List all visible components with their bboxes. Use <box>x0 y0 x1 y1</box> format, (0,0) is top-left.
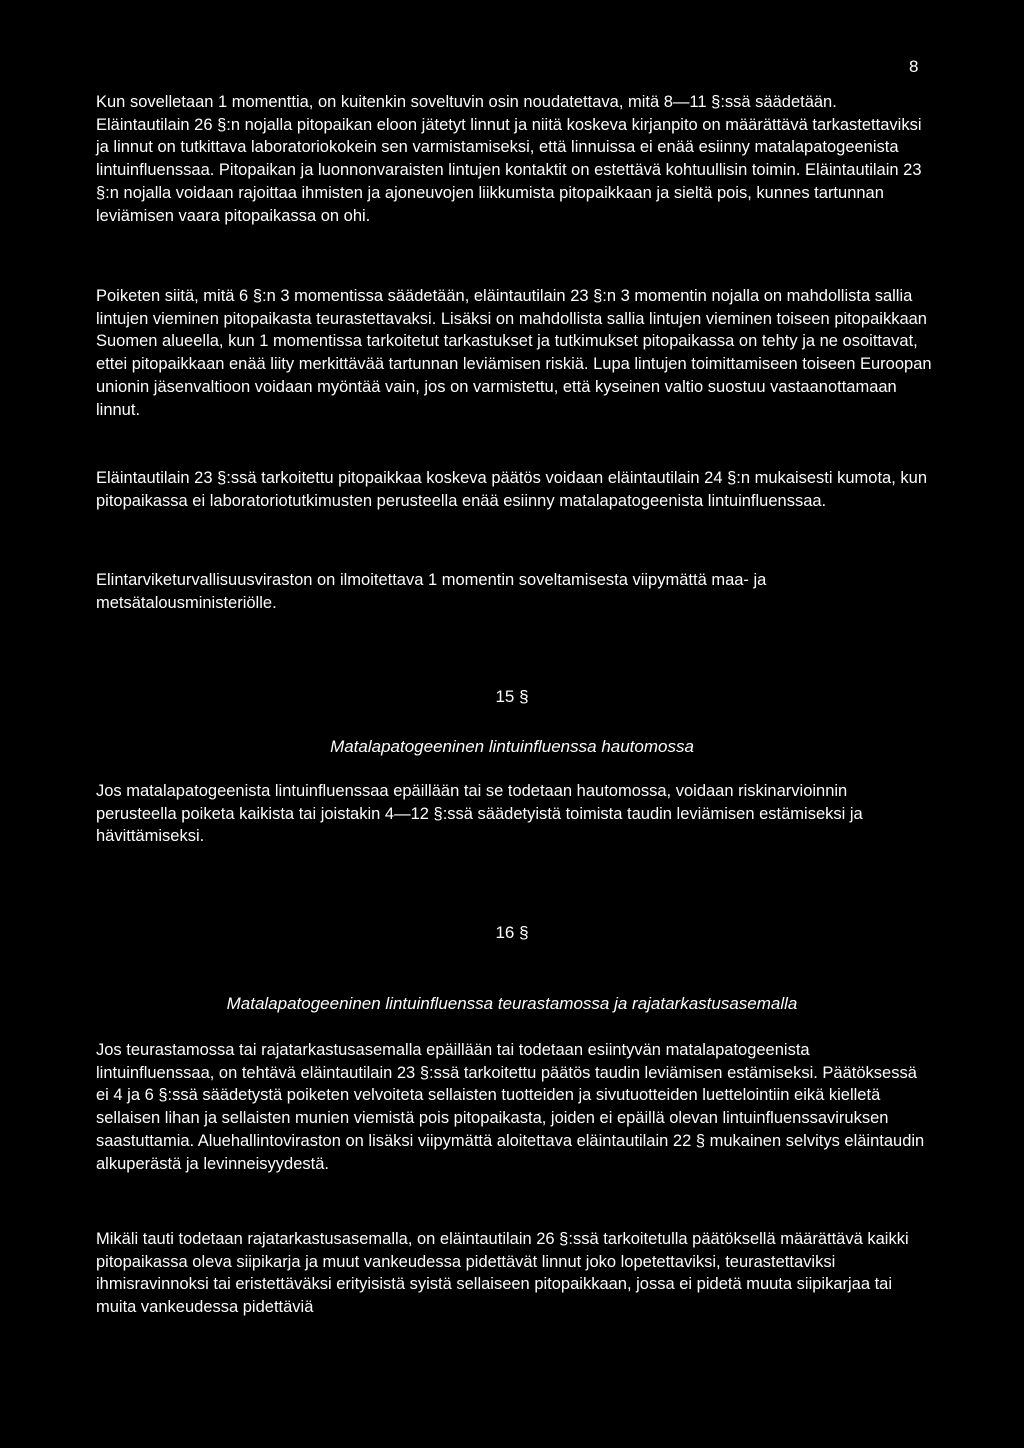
paragraph-4 <box>96 569 932 614</box>
paragraph-3 <box>96 467 932 512</box>
paragraph-4-text: Elintarviketurvallisuusviraston on ilmoitettava 1 momentin soveltamisesta viipymättä maa- ja metsätalousministeriölle. <box>96 571 767 612</box>
paragraph-2-text: Poiketen siitä, mitä 6 §:n 3 momentissa säädetään, eläintautilain 23 §:n 3 momentin nojalla on mahdollista sallia lintujen vieminen pitopaikasta teurastettavaksi. Lisäksi on mahdollista sallia lintujen vieminen toiseen pitopaikkaan Suomen alueella, kun 1 momentissa tarkoitetut tarkastukset ja tutkimukset pitopaikassa on tehty ja ne osoittavat, ettei pitopaikkaan enää liity merkittävää tartunnan leviämisen riskiä. Lupa lintujen toimittamiseen toiseen Euroopan unionin jäsenvaltioon voidaan myöntää vain, jos on varmistettu, että kyseinen valtio suostuu vastaanottamaan linnut. <box>96 287 932 419</box>
paragraph-3-text: Eläintautilain 23 §:ssä tarkoitettu pitopaikkaa koskeva päätös voidaan eläintautilain 24 §:n mukaisesti kumota, kun pitopaikassa ei laboratoriotutkimusten perusteella enää esiinny matalapatogeenista lintuinfluenssaa. <box>96 469 928 510</box>
paragraph-5 <box>96 780 932 848</box>
section-15-title: Matalapatogeeninen lintuinfluenssa hautomossa <box>330 737 694 756</box>
paragraph-1-text: Kun sovelletaan 1 momenttia, on kuitenkin soveltuvin osin noudatettava, mitä 8—11 §:ssä säädetään. Eläintautilain 26 §:n nojalla pitopaikan eloon jätetyt linnut ja niitä koskeva kirjanpito on määrättävä tarkastettaviksi ja linnut on tutkittava laboratoriokokein sen varmistamiseksi, että linnuissa ei enää esiinny matalapatogeenista lintuinfluenssaa. Pitopaikan ja luonnonvaraisten lintujen kontaktit on estettävä kohtuullisin toimin. Eläintautilain 23 §:n nojalla voidaan rajoittaa ihmisten ja ajoneuvojen liikkumista pitopaikkaan ja sieltä pois, kunnes tartunnan leviämisen vaara pitopaikassa on ohi. <box>96 93 922 225</box>
paragraph-1 <box>96 91 932 227</box>
section-15-number: 15 § <box>495 687 529 706</box>
paragraph-6-text: Jos teurastamossa tai rajatarkastusasemalla epäillään tai todetaan esiintyvän matalapatogeenista lintuinfluenssaa, on tehtävä eläintautilain 23 §:ssä tarkoitettu päätös taudin leviämisen estämiseksi. Päätöksessä ei 4 ja 6 §:ssä säädetystä poiketen velvoiteta sellaisten tuotteiden ja sivutuotteiden luettelointiin eikä kielletä sellaisen lihan ja sellaisten munien viemistä pois pitopaikasta, joiden ei epäillä olevan lintuinfluenssaviruksen saastuttamia. Aluehallintoviraston on lisäksi viipymättä aloitettava eläintautilain 22 § mukainen selvitys eläintaudin alkuperästä ja levinneisyydestä. <box>96 1041 925 1173</box>
section-16-title: Matalapatogeeninen lintuinfluenssa teurastamossa ja rajatarkastusasemalla <box>226 994 798 1013</box>
section-16-number: 16 § <box>495 923 529 942</box>
paragraph-6 <box>96 1039 932 1175</box>
page-number: 8 <box>909 57 919 76</box>
paragraph-5-text: Jos matalapatogeenista lintuinfluenssaa epäillään tai se todetaan hautomossa, voidaan riskinarvioinnin perusteella poiketa kaikista tai joistakin 4—12 §:ssä säädetyistä toimista taudin leviämisen estämiseksi ja hävittämiseksi. <box>96 782 863 846</box>
paragraph-2 <box>96 285 932 421</box>
paragraph-7-text: Mikäli tauti todetaan rajatarkastusasemalla, on eläintautilain 26 §:ssä tarkoitetulla päätöksellä määrättävä kaikki pitopaikassa oleva siipikarja ja muut vankeudessa pidettävät linnut joko lopetettaviksi, teurastettaviksi ihmisravinnoksi tai eristettäväksi erityisistä syistä sellaiseen pitopaikkaan, jossa ei pidetä muuta siipikarjaa tai muita vankeudessa pidettäviä <box>96 1230 909 1317</box>
paragraph-7 <box>96 1228 932 1319</box>
